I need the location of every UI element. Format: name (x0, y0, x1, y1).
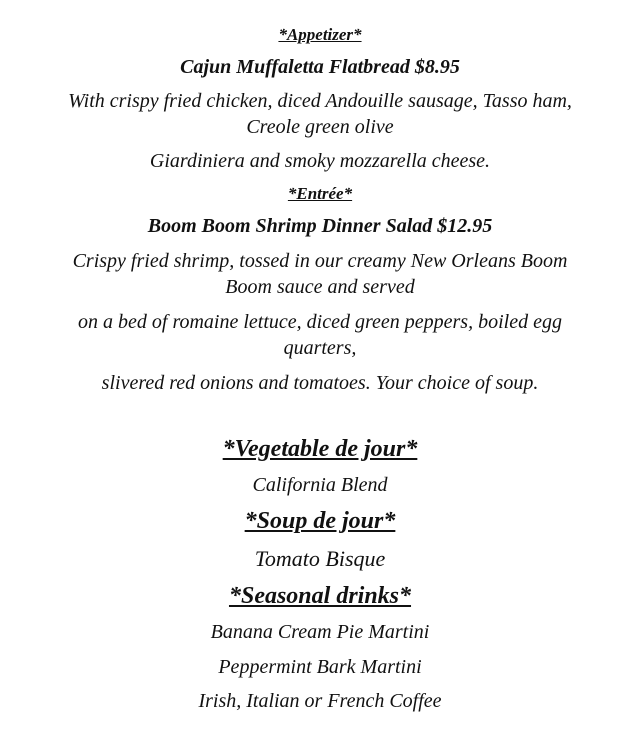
entree-description-line-2: Boom sauce and served (225, 276, 415, 298)
soup-header: *Soup de jour* (244, 508, 396, 534)
entree-description-line-1: Crispy fried shrimp, tossed in our creamy New Orleans Boom (72, 250, 568, 272)
appetizer-description-line-2: Creole green olive (246, 116, 394, 138)
drink-item: Banana Cream Pie Martini (210, 621, 430, 643)
appetizer-title: Cajun Muffaletta Flatbread $8.95 (180, 56, 460, 78)
entree-header: *Entrée* (287, 184, 353, 203)
drink-item: Peppermint Bark Martini (218, 656, 422, 678)
soup-item: Tomato Bisque (254, 546, 386, 571)
entree-title: Boom Boom Shrimp Dinner Salad $12.95 (147, 215, 493, 237)
vegetable-item: California Blend (252, 474, 388, 496)
appetizer-description-line-3: Giardiniera and smoky mozzarella cheese. (149, 150, 491, 172)
entree-description-line-4: quarters, (283, 337, 357, 359)
drink-item: Irish, Italian or French Coffee (198, 690, 442, 712)
entree-description-line-5: slivered red onions and tomatoes. Your choice of soup. (101, 372, 539, 394)
appetizer-description-line-1: With crispy fried chicken, diced Andouille sausage, Tasso ham, (68, 90, 572, 112)
appetizer-header: *Appetizer* (278, 25, 362, 44)
entree-description-line-3: on a bed of romaine lettuce, diced green peppers, boiled egg (78, 311, 562, 333)
drinks-header: *Seasonal drinks* (228, 583, 412, 609)
vegetable-header: *Vegetable de jour* (222, 436, 418, 462)
